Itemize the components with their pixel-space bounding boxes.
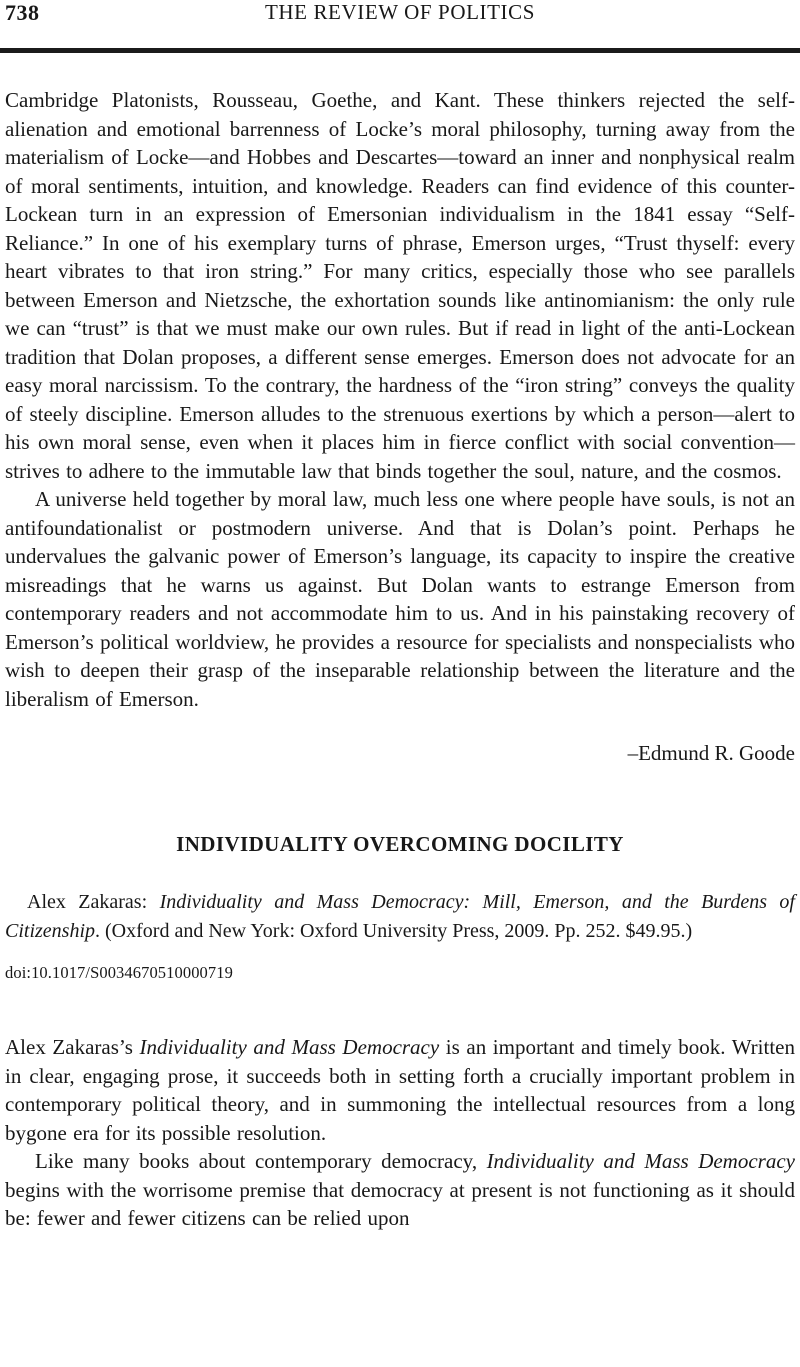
review-paragraph: Cambridge Platonists, Rousseau, Goethe, and Kant. These thinkers rejected the self-alienation and emotional barrenness of Locke’s moral philosophy, turning away from the materialism of Locke—and Hobbes and Descartes—toward an inner and nonphysical realm of moral sentiments, intuition, and knowledge. Readers can find evidence of this counter-Lockean turn in an expression of Emersonian individualism in the 1841 essay “Self-Reliance.” In one of his exemplary turns of phrase, Emerson urges, “Trust thyself: every heart vibrates to that iron string.” For many critics, especially those who see parallels between Emerson and Nietzsche, the exhortation sounds like antinomianism: the only rule we can “trust” is that we must make our own rules. But if read in light of the anti-Lockean tradition that Dolan proposes, a different sense emerges. Emerson does not advocate for an easy moral narcissism. To the contrary, the hardness of the “iron string” conveys the quality of steely discipline. Emerson alludes to the strenuous exertions by which a person—alert to his own moral sense, even when it places him in fierce conflict with social convention—strives to adhere to the immutable law that binds together the soul, nature, and the cosmos.	[5, 88, 795, 483]
header-rule	[0, 48, 800, 53]
review-title: INDIVIDUALITY OVERCOMING DOCILITY	[176, 832, 624, 856]
review-paragraph: A universe held together by moral law, much less one where people have souls, is not an antifoundationalist or postmodern universe. And that is Dolan’s point. Perhaps he undervalues the galvanic power of Emerson’s language, its capacity to inspire the creative misreadings that he warns us against. But Dolan wants to estrange Emerson from contemporary readers and not accommodate him to us. And in his painstaking recovery of Emerson’s political worldview, he provides a resource for specialists and nonspecialists who wish to deepen their grasp of the inseparable relationship between the literature and the liberalism of Emerson.	[5, 487, 795, 711]
review-paragraph: Alex Zakaras’s Individuality and Mass Democracy is an important and timely book. Written in clear, engaging prose, it succeeds both in setting forth a crucially important problem in contemporary political theory, and in summoning the intellectual resources from a long bygone era for its possible resolution.	[5, 1035, 795, 1145]
reviewer-signature: –Edmund R. Goode	[627, 741, 795, 765]
book-citation: Alex Zakaras: Individuality and Mass Democracy: Mill, Emerson, and the Burdens of Citizenship. (Oxford and New York: Oxford University Press, 2009. Pp. 252. $49.95.)	[5, 891, 795, 942]
journal-title: THE REVIEW OF POLITICS	[264, 0, 536, 24]
review-body-continued	[5, 86, 795, 766]
running-head	[5, 0, 795, 28]
review-paragraph: Like many books about contemporary democracy, Individuality and Mass Democracy begins with the worrisome premise that democracy at present is not functioning as it should be: fewer and fewer citizens can be relied upon	[5, 1149, 795, 1230]
next-review	[5, 832, 795, 1233]
page-number: 738	[5, 0, 40, 25]
doi-line: doi:10.1017/S0034670510000719	[5, 963, 233, 982]
